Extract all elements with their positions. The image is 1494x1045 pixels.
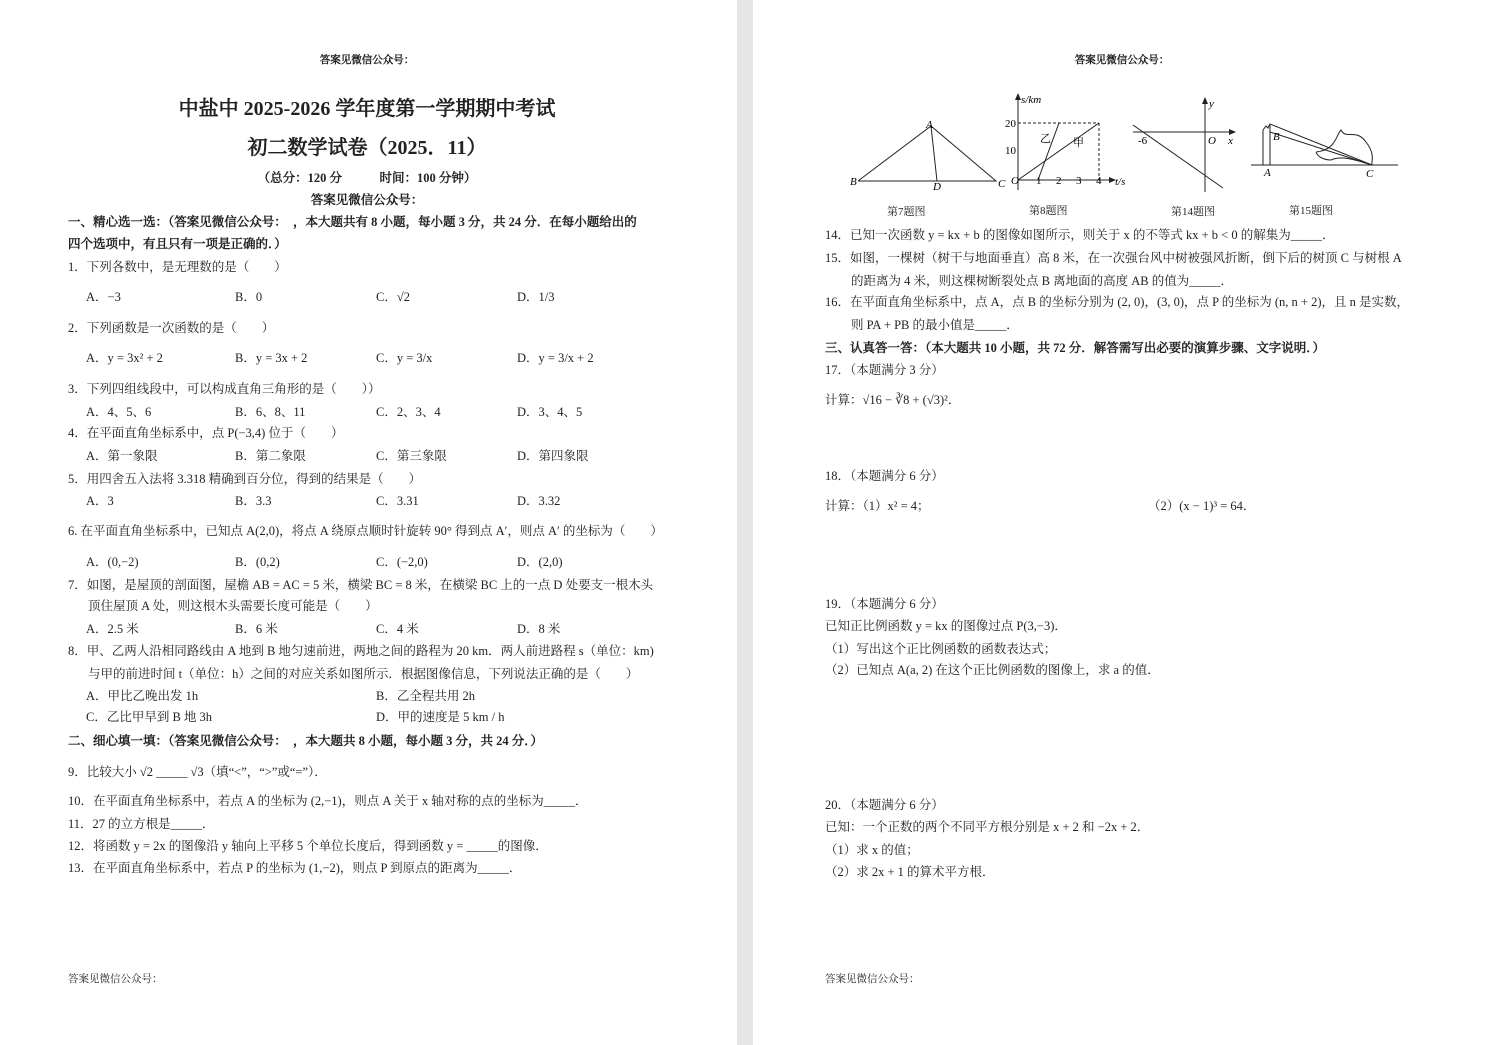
fig7-label: B <box>850 176 857 188</box>
figure-8-graph <box>1003 90 1133 195</box>
question-14: 14．已知一次函数 y = kx + b 的图像如图所示，则关于 x 的不等式 kx + b < 0 的解集为_____． <box>825 228 1335 242</box>
option: D．3、4、5 <box>517 405 583 419</box>
figure-caption: 第14题图 <box>1171 206 1215 218</box>
question-12: 12．将函数 y = 2x 的图像沿 y 轴向上平移 5 个单位长度后，得到函数 y = _____的图像． <box>68 839 548 853</box>
fig14-label: -6 <box>1138 135 1148 147</box>
question-13: 13．在平面直角坐标系中，若点 P 的坐标为 (1,−2)，则点 P 到原点的距离为_____． <box>68 861 522 875</box>
question-18-part1: 计算：（1）x² = 4； <box>825 499 930 513</box>
question-16: 16．在平面直角坐标系中，点 A，点 B 的坐标分别为 (2, 0)，(3, 0)，点 P 的坐标为 (n, n + 2)，且 n 是实数， <box>825 295 1410 309</box>
page-header: 答案见微信公众号： <box>1074 55 1170 66</box>
fig14-label: y <box>1209 98 1214 110</box>
question-20-body: 已知：一个正数的两个不同平方根分别是 x + 2 和 −2x + 2． <box>825 820 1150 834</box>
exam-meta: （总分：120 分 时间：100 分钟） <box>257 171 477 185</box>
section1-heading-cont: 四个选项中，有且只有一项是正确的．） <box>68 237 287 251</box>
option: C．(−2,0) <box>376 555 428 569</box>
question-7: 7．如图，是屋顶的剖面图，屋檐 AB = AC = 5 米，横梁 BC = 8 米，在横梁 BC 上的一点 D 处要支一根木头 <box>68 578 654 592</box>
fig14-label: O <box>1208 135 1216 147</box>
fig8-y-label: s/km <box>1021 94 1042 106</box>
option: C．y = 3/x <box>376 351 433 365</box>
fig8-tick: 10 <box>1005 145 1016 157</box>
option: A．第一象限 <box>86 449 158 463</box>
question-18-title: 18．（本题满分 6 分） <box>825 469 944 483</box>
question-20-part2: （2）求 2x + 1 的算术平方根． <box>825 865 995 879</box>
question-4: 4．在平面直角坐标系中，点 P(−3,4) 位于（ ） <box>68 426 344 440</box>
exam-page-right <box>753 0 1494 1045</box>
option: C．第三象限 <box>376 449 447 463</box>
option: C．2、3、4 <box>376 405 441 419</box>
question-19-part2: （2）已知点 A(a, 2) 在这个正比例函数的图像上，求 a 的值． <box>825 663 1160 677</box>
option: D．3.32 <box>517 494 561 508</box>
option: B．y = 3x + 2 <box>235 351 308 365</box>
option: A．4、5、6 <box>86 405 152 419</box>
option: B．6 米 <box>235 622 278 636</box>
question-19-title: 19．（本题满分 6 分） <box>825 597 944 611</box>
fig15-label: C <box>1366 168 1374 180</box>
exam-title: 中盐中 2025-2026 学年度第一学期期中考试 <box>178 98 556 120</box>
question-10: 10．在平面直角坐标系中，若点 A 的坐标为 (2,−1)，则点 A 关于 x 轴对称的点的坐标为_____． <box>68 794 588 808</box>
option: A．y = 3x² + 2 <box>86 351 163 365</box>
page-footer: 答案见微信公众号： <box>68 974 163 985</box>
fig7-label: A <box>926 119 933 131</box>
fig8-tick: 20 <box>1005 118 1016 130</box>
option: D．y = 3/x + 2 <box>517 351 594 365</box>
figure-7-triangle <box>848 90 1008 195</box>
page-footer: 答案见微信公众号： <box>825 974 920 985</box>
figure-caption: 第8题图 <box>1029 205 1068 217</box>
question-11: 11．27 的立方根是_____． <box>68 817 215 831</box>
figure-15-tree <box>1246 90 1401 195</box>
question-7-cont: 顶住屋顶 A 处，则这根木头需要长度可能是（ ） <box>88 599 378 613</box>
option: B．(0,2) <box>235 555 280 569</box>
option: A．甲比乙晚出发 1h <box>86 689 199 703</box>
figure-14-graph <box>1128 90 1243 195</box>
option: B．0 <box>235 290 263 304</box>
option: C．3.31 <box>376 494 419 508</box>
option: B．6、8、11 <box>235 405 306 419</box>
figure-caption: 第15题图 <box>1289 205 1333 217</box>
fig7-label: C <box>998 178 1006 190</box>
fig8-tick: 1 <box>1036 175 1042 187</box>
option: D．第四象限 <box>517 449 589 463</box>
option: A．−3 <box>86 290 121 304</box>
fig8-series-label: 乙 <box>1040 133 1051 145</box>
question-16-cont: 则 PA + PB 的最小值是_____． <box>851 318 1019 332</box>
question-20-part1: （1）求 x 的值； <box>825 843 919 857</box>
option: C．乙比甲早到 B 地 3h <box>86 710 213 724</box>
fig8-tick: 4 <box>1096 175 1102 187</box>
question-9: 9．比较大小 √2 _____ √3（填“<”，“>”或“=”）． <box>68 765 327 779</box>
option: D．甲的速度是 5 km / h <box>376 710 505 724</box>
question-1: 1．下列各数中，是无理数的是（ ） <box>68 260 287 274</box>
fig7-label: D <box>933 181 941 193</box>
fig8-tick: 2 <box>1056 175 1062 187</box>
option: B．乙全程共用 2h <box>376 689 475 703</box>
section2-heading: 二、细心填一填：（答案见微信公众号： ，本大题共 8 小题，每小题 3 分，共 24 分．） <box>68 734 544 748</box>
fig8-series-label: 甲 <box>1073 137 1084 149</box>
exam-page-left <box>0 0 737 1045</box>
question-15: 15．如图，一棵树（树干与地面垂直）高 8 米，在一次强台风中树被强风折断，倒下后的树顶 C 与树根 A <box>825 251 1402 265</box>
question-2: 2．下列函数是一次函数的是（ ） <box>68 321 275 335</box>
option: D．8 米 <box>517 622 561 636</box>
question-15-cont: 的距离为 4 米，则这棵树断裂处点 B 离地面的高度 AB 的值为_____． <box>851 274 1233 288</box>
question-20-title: 20．（本题满分 6 分） <box>825 798 944 812</box>
option: D．(2,0) <box>517 555 563 569</box>
option: C．√2 <box>376 290 410 304</box>
question-5: 5．用四舍五入法将 3.318 精确到百分位，得到的结果是（ ） <box>68 472 422 486</box>
question-8-cont: 与甲的前进时间 t（单位：h）之间的对应关系如图所示．根据图像信息，下列说法正确的是（ ） <box>88 667 639 681</box>
fig8-tick: O <box>1011 175 1019 187</box>
question-17-title: 17．（本题满分 3 分） <box>825 363 944 377</box>
fig15-label: B <box>1273 131 1280 143</box>
option: A．3 <box>86 494 114 508</box>
fig8-tick: 3 <box>1076 175 1082 187</box>
question-6: 6. 在平面直角坐标系中，已知点 A(2,0)，将点 A 绕原点顺时针旋转 90° 得到点 A′，则点 A′ 的坐标为（ ） <box>68 524 663 538</box>
option: A．2.5 米 <box>86 622 139 636</box>
question-18-part2: （2）(x − 1)³ = 64． <box>1148 499 1256 513</box>
option: D．1/3 <box>517 290 555 304</box>
fig8-x-label: t/s <box>1115 176 1126 188</box>
question-3: 3．下列四组线段中，可以构成直角三角形的是（ ）） <box>68 382 381 396</box>
fig15-label: A <box>1264 167 1271 179</box>
question-19-part1: （1）写出这个正比例函数的函数表达式； <box>825 642 1057 656</box>
answer-note: 答案见微信公众号： <box>310 193 424 207</box>
option: A．(0,−2) <box>86 555 139 569</box>
page-header: 答案见微信公众号： <box>319 55 415 66</box>
fig14-label: x <box>1228 135 1233 147</box>
option: B．第二象限 <box>235 449 306 463</box>
question-19-body: 已知正比例函数 y = kx 的图像过点 P(3,−3)． <box>825 619 1067 633</box>
question-17-body: 计算：√16 − ∛8 + (√3)²． <box>825 393 961 407</box>
option: C．4 米 <box>376 622 419 636</box>
option: B．3.3 <box>235 494 272 508</box>
section3-heading: 三、认真答一答：（本大题共 10 小题，共 72 分．解答需写出必要的演算步骤、文字说明．） <box>825 341 1326 355</box>
section1-heading: 一、精心选一选：（答案见微信公众号： ，本大题共有 8 小题，每小题 3 分，共 24 分．在每小题给出的 <box>68 215 637 229</box>
question-8: 8．甲、乙两人沿相同路线由 A 地到 B 地匀速前进，两地之间的路程为 20 km．两人前进路程 s（单位：km) <box>68 644 654 658</box>
exam-subtitle: 初二数学试卷（2025．11） <box>247 137 487 159</box>
figure-caption: 第7题图 <box>887 206 926 218</box>
